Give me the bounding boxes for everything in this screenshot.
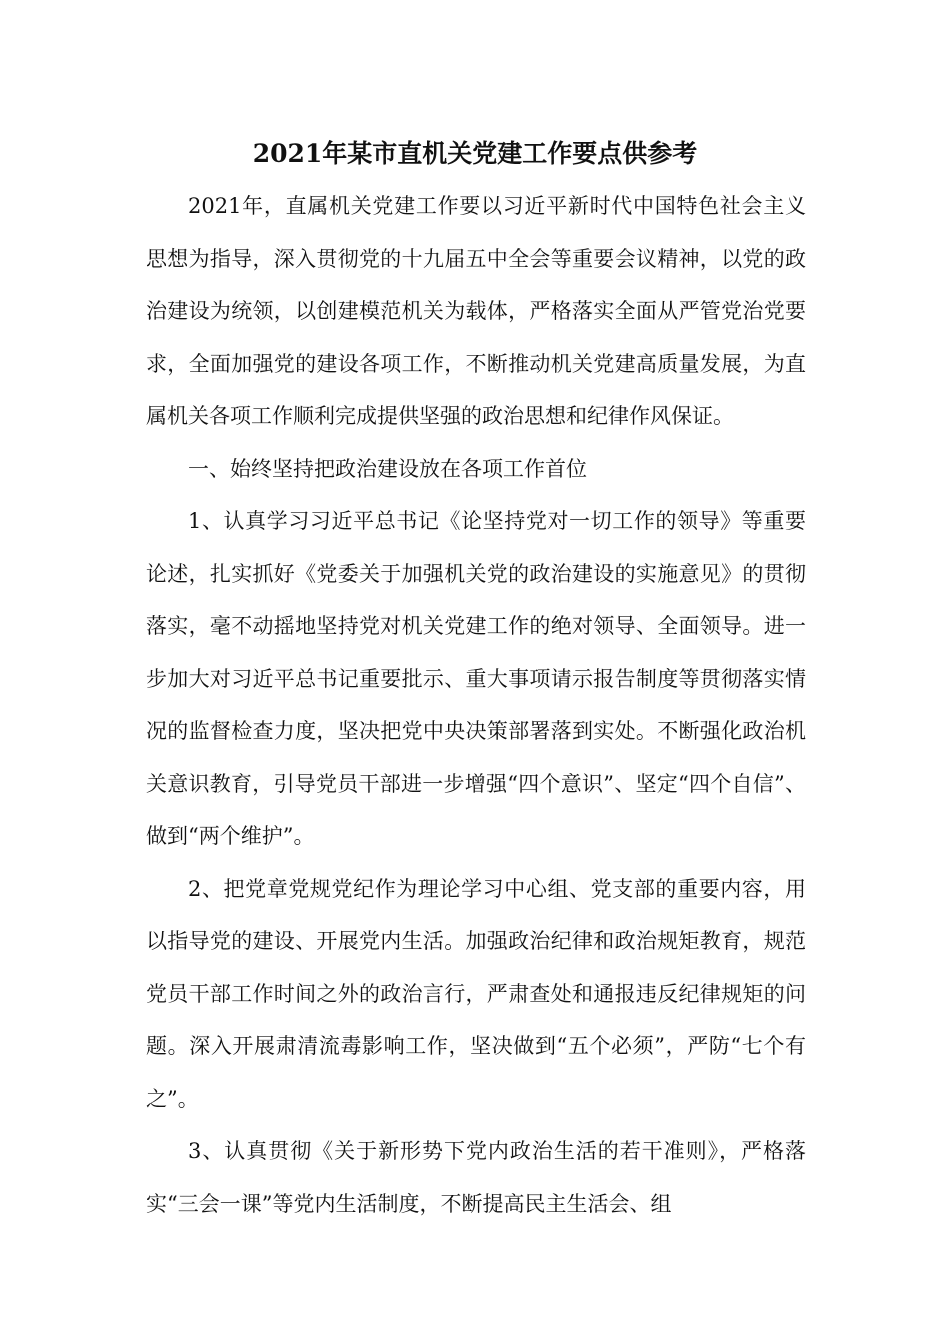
paragraph-intro: 2021年，直属机关党建工作要以习近平新时代中国特色社会主义思想为指导，深入贯彻党的十九届五中全会等重要会议精神，以党的政治建设为统领，以创建模范机关为载体，严格落实全面从严管党治党要求，全面加强党的建设各项工作，不断推动机关党建高质量发展，为直属机关各项工作顺利完成提供坚强的政治思想和纪律作风保证。	[146, 194, 806, 428]
section-heading-1: 一、始终坚持把政治建设放在各项工作首位	[188, 456, 587, 481]
document-title: 2021年某市直机关党建工作要点供参考	[252, 139, 698, 168]
paragraph-item-2: 2、把党章党规党纪作为理论学习中心组、党支部的重要内容，用以指导党的建设、开展党内生活。加强政治纪律和政治规矩教育，规范党员干部工作时间之外的政治言行，严肃查处和通报违反纪律规矩的问题。深入开展肃清流毒影响工作，坚决做到“五个必须”，严防“七个有之”。	[146, 876, 806, 1111]
paragraph-item-1: 1、认真学习习近平总书记《论坚持党对一切工作的领导》等重要论述，扎实抓好《党委关于加强机关党的政治建设的实施意见》的贯彻落实，毫不动摇地坚持党对机关党建工作的绝对领导、全面领导。进一步加大对习近平总书记重要批示、重大事项请示报告制度等贯彻落实情况的监督检查力度，坚决把党中央决策部署落到实处。不断强化政治机关意识教育，引导党员干部进一步增强“四个意识”、坚定“四个自信”、做到“两个维护”。	[146, 509, 806, 848]
document-body	[146, 180, 806, 1230]
paragraph-item-3: 3、认真贯彻《关于新形势下党内政治生活的若干准则》，严格落实“三会一课”等党内生活制度，不断提高民主生活会、组	[146, 1139, 806, 1216]
